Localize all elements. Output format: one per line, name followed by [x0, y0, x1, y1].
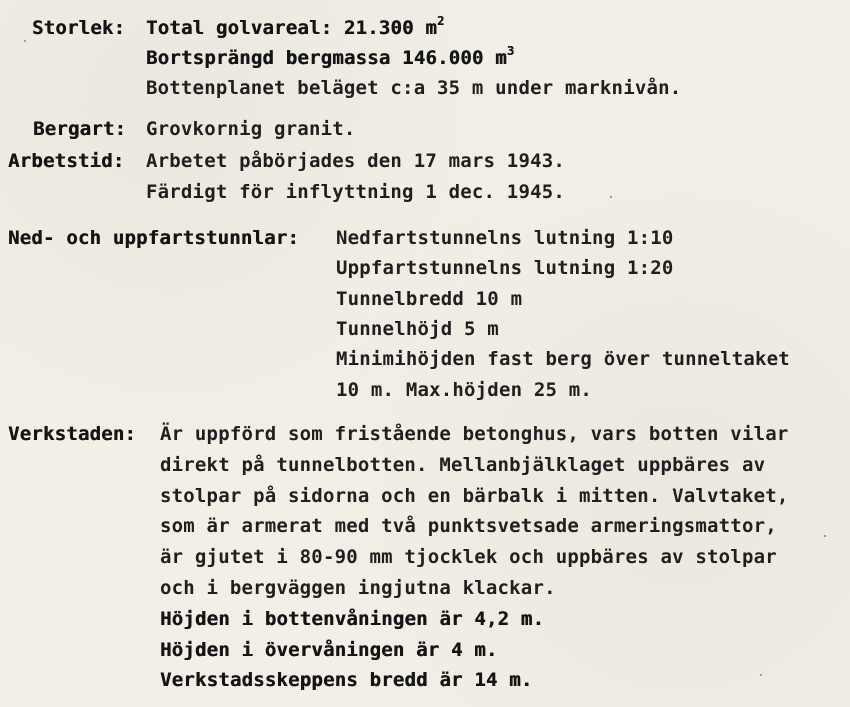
tunnels-line: Minimihöjden fast berg över tunneltaket — [336, 348, 790, 370]
rock-type-label: Bergart: — [33, 118, 127, 140]
tunnels-label: Ned- och uppfartstunnlar: — [8, 227, 299, 249]
workshop-line: är gjutet i 80-90 mm tjocklek och uppbäres av stolpar — [160, 546, 777, 568]
workshop-line: Höjden i övervåningen är 4 m. — [160, 639, 498, 661]
size-bottom-level: Bottenplanet beläget c:a 35 m under marknivån. — [146, 77, 682, 99]
size-label: Storlek: — [32, 17, 126, 39]
size-total-floor-area — [146, 16, 444, 40]
paper-speck — [24, 40, 26, 42]
tunnels-line: Tunnelhöjd 5 m — [336, 318, 499, 340]
paper-speck — [610, 196, 612, 198]
size-total-floor-area-sup: 2 — [436, 14, 445, 28]
workshop-line: Är uppförd som fristående betonghus, vars botten vilar — [160, 423, 789, 445]
paper-speck — [824, 535, 826, 537]
size-rock-volume-text: Bortsprängd bergmassa 146.000 m — [146, 47, 507, 69]
tunnels-line: 10 m. Max.höjden 25 m. — [336, 379, 593, 401]
work-time-finish: Färdigt för inflyttning 1 dec. 1945. — [146, 181, 566, 203]
workshop-line: direkt på tunnelbotten. Mellanbjälklaget uppbäres av — [160, 454, 766, 476]
paper-speck — [760, 674, 762, 676]
rock-type-value: Grovkornig granit. — [146, 118, 356, 140]
workshop-line: Höjden i bottenvåningen är 4,2 m. — [160, 608, 545, 630]
tunnels-line: Tunnelbredd 10 m — [336, 288, 523, 310]
workshop-line: Verkstadsskeppens bredd är 14 m. — [160, 669, 533, 691]
workshop-line: och i bergväggen ingjutna klackar. — [160, 577, 556, 599]
workshop-line: stolpar på sidorna och en bärbalk i mitten. Valvtaket, — [160, 485, 789, 507]
work-time-label: Arbetstid: — [8, 150, 125, 172]
size-rock-volume-sup: 3 — [506, 44, 515, 58]
work-time-start: Arbetet påbörjades den 17 mars 1943. — [146, 150, 566, 172]
workshop-line: som är armerat med två punktsvetsade armeringsmattor, — [160, 515, 777, 537]
tunnels-line: Nedfartstunnelns lutning 1:10 — [336, 227, 674, 249]
workshop-label: Verkstaden: — [8, 423, 137, 445]
tunnels-line: Uppfartstunnelns lutning 1:20 — [336, 257, 674, 279]
size-rock-volume — [146, 46, 514, 70]
size-total-floor-area-text: Total golvareal: 21.300 m — [146, 17, 437, 39]
